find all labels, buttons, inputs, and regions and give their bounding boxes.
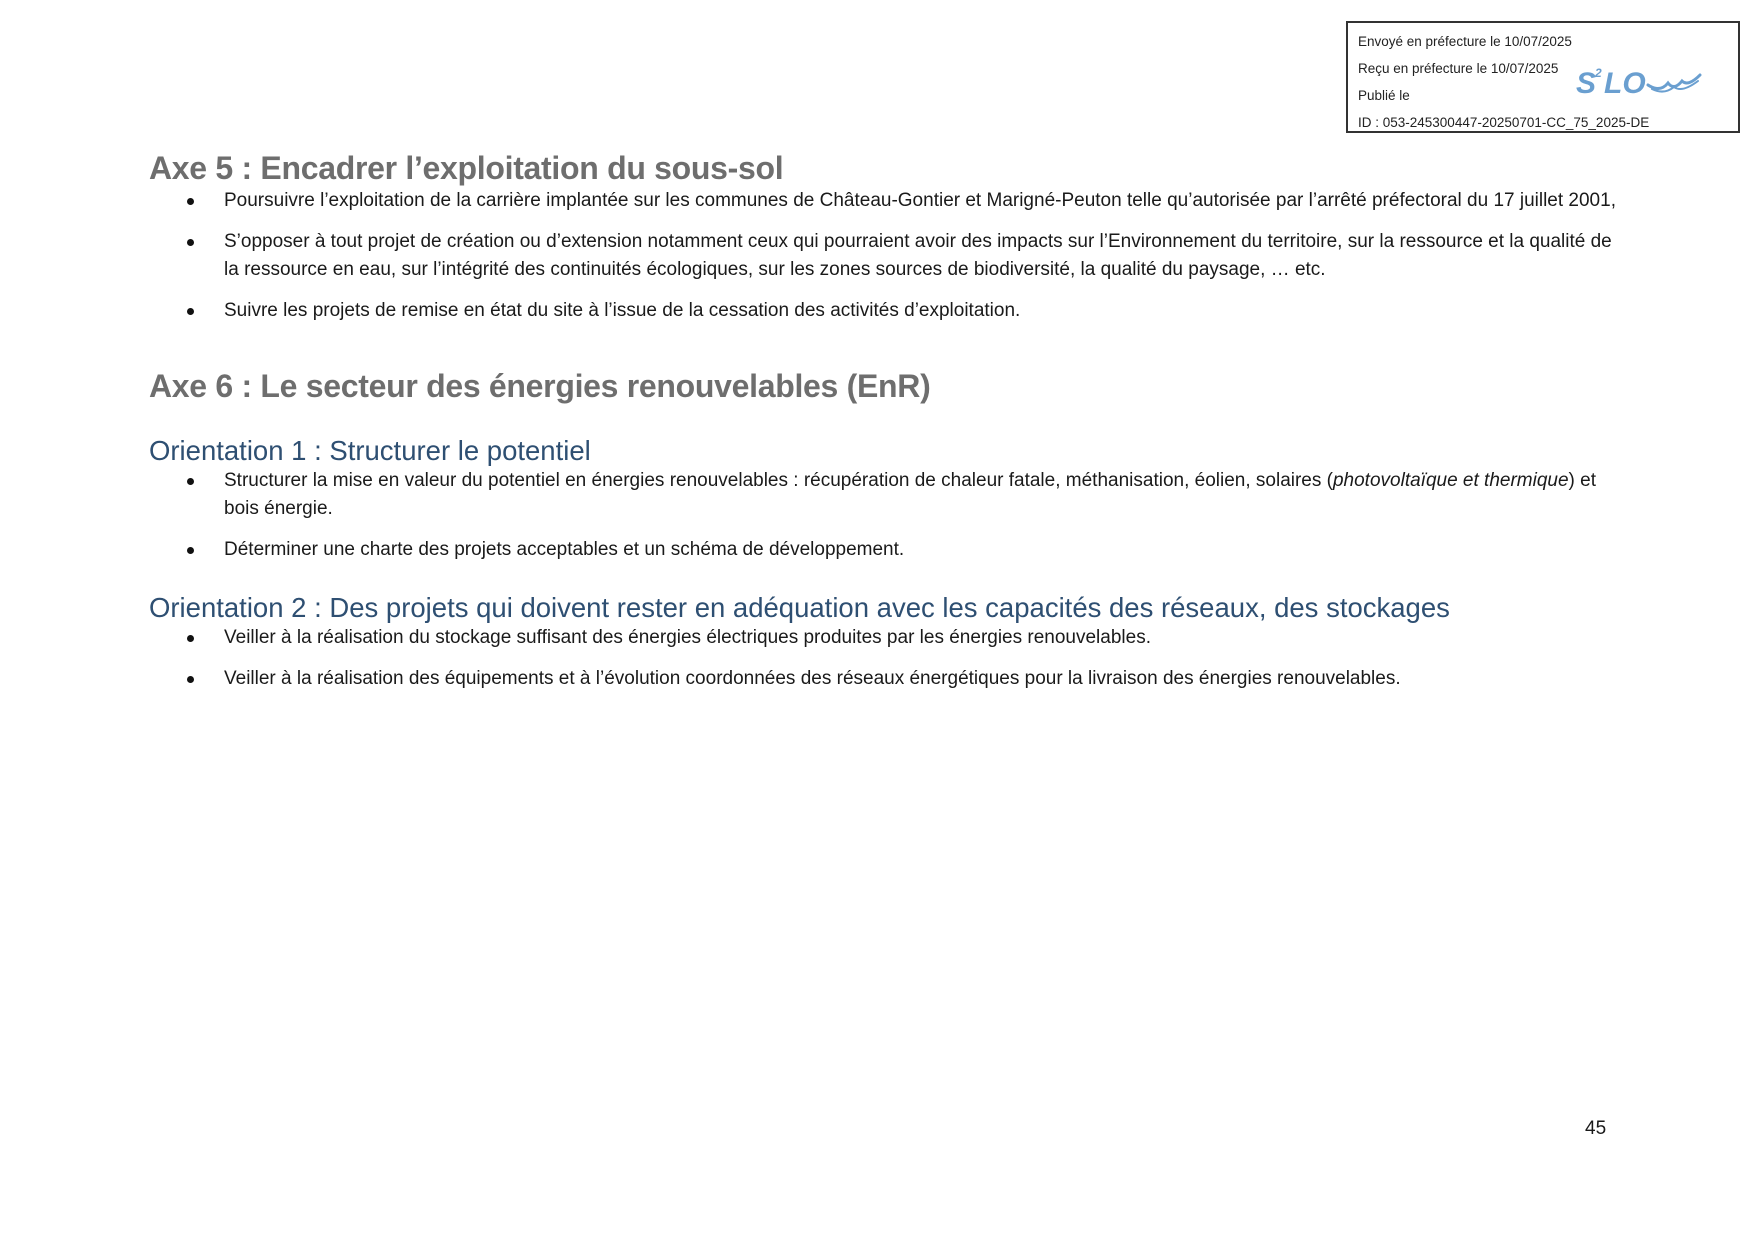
list-item-text: ) et bois énergie. [224,470,1596,519]
bullet-icon [187,635,194,642]
prefecture-stamp [1346,21,1740,133]
bullet-icon [187,676,194,683]
list-item [149,624,1619,652]
axe5-heading: Axe 5 : Encadrer l’exploitation du sous-sol [149,150,784,186]
orientation2-heading: Orientation 2 : Des projets qui doivent rester en adéquation avec les capacités des réseaux, des stockages [149,592,1450,623]
list-item [149,297,1619,325]
bullet-icon [187,308,194,315]
stamp-sent-date: Envoyé en préfecture le 10/07/2025 [1358,34,1572,49]
list-item [149,228,1619,284]
list-item-text: Veiller à la réalisation des équipements et à l’évolution coordonnées des réseaux énergétiques pour la livraison des énergies renouvelables. [224,668,1401,689]
stamp-published: Publié le [1358,88,1410,103]
axe6-heading: Axe 6 : Le secteur des énergies renouvelables (EnR) [149,368,931,404]
list-item-text: S’opposer à tout projet de création ou d’extension notamment ceux qui pourraient avoir des impacts sur l’Environnement du territoire, sur la ressource et la qualité de la ressource en eau, sur l’intégrité des continuités écologiques, sur les zones sources de biodiversité, la qualité du paysage, … etc. [224,231,1612,280]
list-item [149,536,1619,564]
orientation1-list [149,467,1619,564]
list-item-text: Veiller à la réalisation du stockage suffisant des énergies électriques produites par les énergies renouvelables. [224,627,1151,648]
stamp-received-date: Reçu en préfecture le 10/07/2025 [1358,61,1559,76]
list-item-text: Poursuivre l’exploitation de la carrière implantée sur les communes de Château-Gontier et Marigné-Peuton telle qu’autorisée par l’arrêté préfectoral du 17 juillet 2001, [224,190,1616,211]
bullet-icon [187,547,194,554]
stamp-id: ID : 053-245300447-20250701-CC_75_2025-DE [1358,115,1650,130]
list-item-text: Structurer la mise en valeur du potentiel en énergies renouvelables : récupération de chaleur fatale, méthanisation, éolien, solaires ( [224,470,1333,491]
document-body [149,150,1619,693]
list-item-text: Déterminer une charte des projets acceptables et un schéma de développement. [224,539,905,560]
list-item [149,467,1619,523]
orientation1-heading: Orientation 1 : Structurer le potentiel [149,435,591,466]
s2lo-logo-icon [1574,63,1704,101]
axe5-list [149,187,1619,325]
bullet-icon [187,198,194,205]
list-item-text: Suivre les projets de remise en état du site à l’issue de la cessation des activités d’exploitation. [224,300,1021,321]
list-item [149,665,1619,693]
page-number: 45 [1585,1118,1607,1139]
orientation2-list [149,624,1619,693]
bullet-icon [187,239,194,246]
list-item [149,187,1619,215]
bullet-icon [187,478,194,485]
list-item-italic-text: photovoltaïque et thermique [1332,470,1569,491]
svg-text:2: 2 [1595,66,1602,80]
svg-text:LO: LO [1604,67,1646,100]
svg-text:S: S [1576,67,1597,100]
